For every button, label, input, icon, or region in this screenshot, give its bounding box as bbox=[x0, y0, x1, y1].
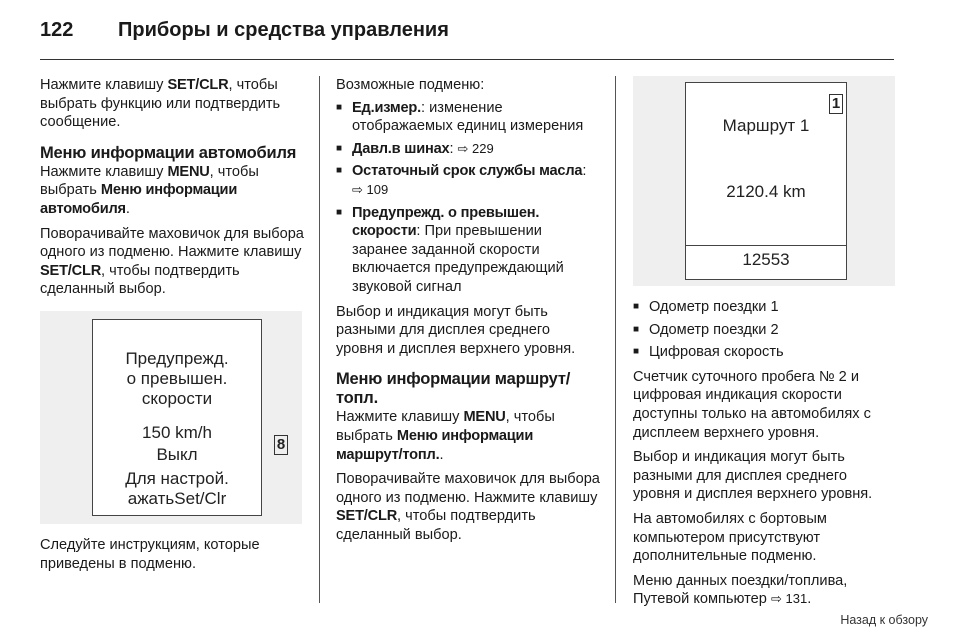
display-line: Выкл bbox=[156, 444, 198, 464]
section-heading: Меню информации маршрут/топл. bbox=[336, 370, 571, 408]
list-item bbox=[336, 204, 600, 297]
key-label: SET/CLR bbox=[336, 508, 398, 525]
display-line: скорости bbox=[141, 388, 213, 408]
display-line: 150 km/h bbox=[142, 422, 212, 442]
list-item: ■ Цифровая скорость bbox=[633, 343, 898, 362]
display-separator bbox=[686, 245, 846, 246]
paragraph: Возможные подменю: bbox=[336, 77, 485, 93]
text: Нажмите клавишу bbox=[40, 77, 168, 93]
paragraph bbox=[40, 76, 304, 132]
menu-name: Меню информации маршрут/топл. bbox=[336, 427, 534, 463]
term: Давл.в шинах bbox=[352, 140, 450, 157]
column-1 bbox=[40, 76, 304, 579]
section-heading: Меню информации автомобиля bbox=[40, 143, 297, 162]
text: Меню данных поездки/топлива, Путевой компьютер bbox=[633, 572, 848, 608]
display-value: 2120.4 km bbox=[726, 182, 806, 201]
text: , чтобы выбрать bbox=[336, 409, 555, 444]
page-reference-link[interactable]: ⇨ 229 bbox=[457, 140, 494, 156]
page-reference-link[interactable]: ⇨ 131 bbox=[770, 591, 808, 607]
paragraph: Выбор и индикация могут быть разными для дисплея среднего уровня и дисплея верхнего уровня. bbox=[336, 303, 576, 357]
column-3 bbox=[633, 76, 898, 615]
term: Ед.измер. bbox=[352, 99, 421, 116]
display-screen bbox=[92, 319, 262, 516]
display-odometer: 12553 bbox=[742, 250, 790, 269]
back-to-overview-link[interactable]: Назад к обзору bbox=[840, 613, 928, 627]
list-item bbox=[336, 162, 600, 199]
page-indicator: 1 bbox=[829, 94, 843, 114]
term: Предупрежд. о превышен. скорости bbox=[352, 204, 540, 240]
page-reference-link[interactable]: ⇨ 109 bbox=[352, 181, 389, 197]
list-item: ■ Одометр поездки 1 bbox=[633, 298, 898, 317]
term: Остаточный срок службы масла bbox=[352, 163, 583, 180]
text: , чтобы подтвердить сделанный выбор. bbox=[336, 508, 536, 543]
display-line: о превышен. bbox=[126, 368, 228, 388]
text: , чтобы выбрать функцию или подтвердить сообщение. bbox=[40, 77, 281, 131]
display-line: ажатьSet/Clr bbox=[127, 488, 227, 508]
page-number: 122 bbox=[40, 19, 74, 41]
column-divider bbox=[615, 76, 616, 603]
text: . bbox=[125, 200, 130, 217]
text: : bbox=[582, 163, 587, 180]
key-label: MENU bbox=[167, 163, 210, 180]
paragraph: Выбор и индикация могут быть разными для дисплея среднего уровня и дисплея верхнего уровня. bbox=[633, 449, 873, 503]
display-screen bbox=[685, 82, 847, 280]
text: . bbox=[439, 446, 444, 463]
display-line: Предупрежд. bbox=[125, 348, 229, 368]
paragraph bbox=[336, 470, 600, 544]
paragraph bbox=[633, 572, 898, 609]
paragraph bbox=[336, 408, 600, 464]
submenu-list bbox=[336, 99, 600, 297]
key-label: SET/CLR bbox=[167, 77, 229, 93]
list-item bbox=[336, 99, 600, 136]
text: : bbox=[449, 140, 458, 157]
text: , чтобы выбрать bbox=[40, 163, 259, 199]
paragraph: Следуйте инструкциям, которые приведены в подменю. bbox=[40, 536, 260, 572]
paragraph: На автомобилях с бортовым компьютером присутствуют дополнительные подменю. bbox=[633, 510, 827, 565]
text: Нажмите клавишу bbox=[40, 163, 168, 180]
display-illustration-speed-warning bbox=[40, 311, 302, 524]
key-label: SET/CLR bbox=[40, 262, 102, 279]
paragraph: Счетчик суточного пробега № 2 и цифровая индикация скорости доступны только на автомобилях с дисплеем верхнего уровня. bbox=[633, 368, 871, 441]
text: : изменение отображаемых единиц измерения bbox=[352, 99, 584, 135]
text: Поворачивайте маховичок для выбора одного из подменю. Нажмите клавишу bbox=[336, 471, 600, 506]
page-header bbox=[40, 19, 894, 60]
key-label: MENU bbox=[463, 409, 506, 426]
list-item bbox=[336, 140, 600, 159]
display-illustration-trip bbox=[633, 76, 895, 286]
text: : При превышении заранее заданной скорости включается предупреждающий звуковой сигнал bbox=[352, 223, 564, 295]
column-divider bbox=[319, 76, 320, 603]
list-item: ■ Одометр поездки 2 bbox=[633, 321, 898, 340]
text: , чтобы подтвердить сделанный выбор. bbox=[40, 262, 240, 298]
text: . bbox=[807, 591, 812, 608]
text: Поворачивайте маховичок для выбора одного из подменю. Нажмите клавишу bbox=[40, 225, 304, 261]
display-title: Маршрут 1 bbox=[722, 116, 810, 135]
display-line: Для настрой. bbox=[125, 468, 229, 488]
column-2 bbox=[336, 76, 600, 550]
paragraph bbox=[40, 225, 304, 299]
menu-name: Меню информации автомобиля bbox=[40, 182, 238, 217]
text: Нажмите клавишу bbox=[336, 409, 464, 426]
paragraph bbox=[40, 163, 304, 219]
page-title: Приборы и средства управления bbox=[118, 19, 449, 41]
page-indicator: 8 bbox=[274, 435, 288, 455]
submenu-list bbox=[633, 298, 898, 362]
